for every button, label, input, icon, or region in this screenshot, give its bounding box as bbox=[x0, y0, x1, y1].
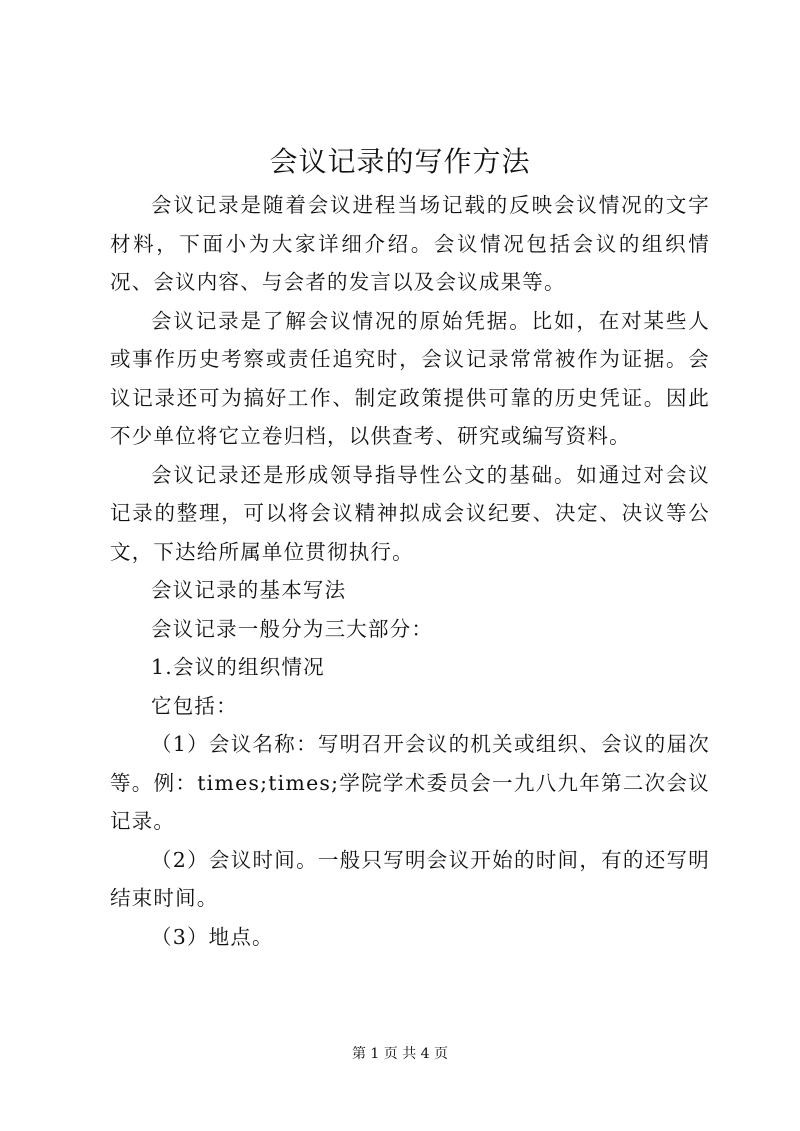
paragraph-basis: 会议记录还是形成领导指导性公文的基础。如通过对会议记录的整理，可以将会议精神拟成会议纪要、决定、决议等公文，下达给所属单位贯彻执行。 bbox=[110, 462, 710, 564]
paragraph-includes: 它包括： bbox=[151, 693, 238, 718]
list-item-meeting-name: （1）会议名称：写明召开会议的机关或组织、会议的届次等。例：times;times;学院学术委员会一九八九年第二次会议记录。 bbox=[110, 732, 710, 833]
paragraph-evidence: 会议记录是了解会议情况的原始凭据。比如，在对某些人或事作历史考察或责任追究时，会议记录常常被作为证据。会议记录还可为搞好工作、制定政策提供可靠的历史凭证。因此不少单位将它立卷归档，以供查考、研究或编写资料。 bbox=[110, 308, 710, 448]
page-footer: 第 1 页 共 4 页 bbox=[351, 1046, 449, 1062]
document-body bbox=[110, 186, 710, 956]
document-title: 会议记录的写作方法 bbox=[269, 145, 531, 178]
list-heading-organization: 1.会议的组织情况 bbox=[151, 655, 325, 679]
paragraph-three-parts: 会议记录一般分为三大部分： bbox=[151, 616, 434, 641]
paragraph-intro: 会议记录是随着会议进程当场记载的反映会议情况的文字材料，下面小为大家详细介绍。会议情况包括会议的组织情况、会议内容、与会者的发言以及会议成果等。 bbox=[110, 193, 710, 294]
section-heading-basic-writing: 会议记录的基本写法 bbox=[151, 578, 347, 602]
list-item-location: （3）地点。 bbox=[151, 924, 274, 949]
list-item-meeting-time: （2）会议时间。一般只写明会议开始的时间，有的还写明结束时间。 bbox=[110, 847, 710, 910]
